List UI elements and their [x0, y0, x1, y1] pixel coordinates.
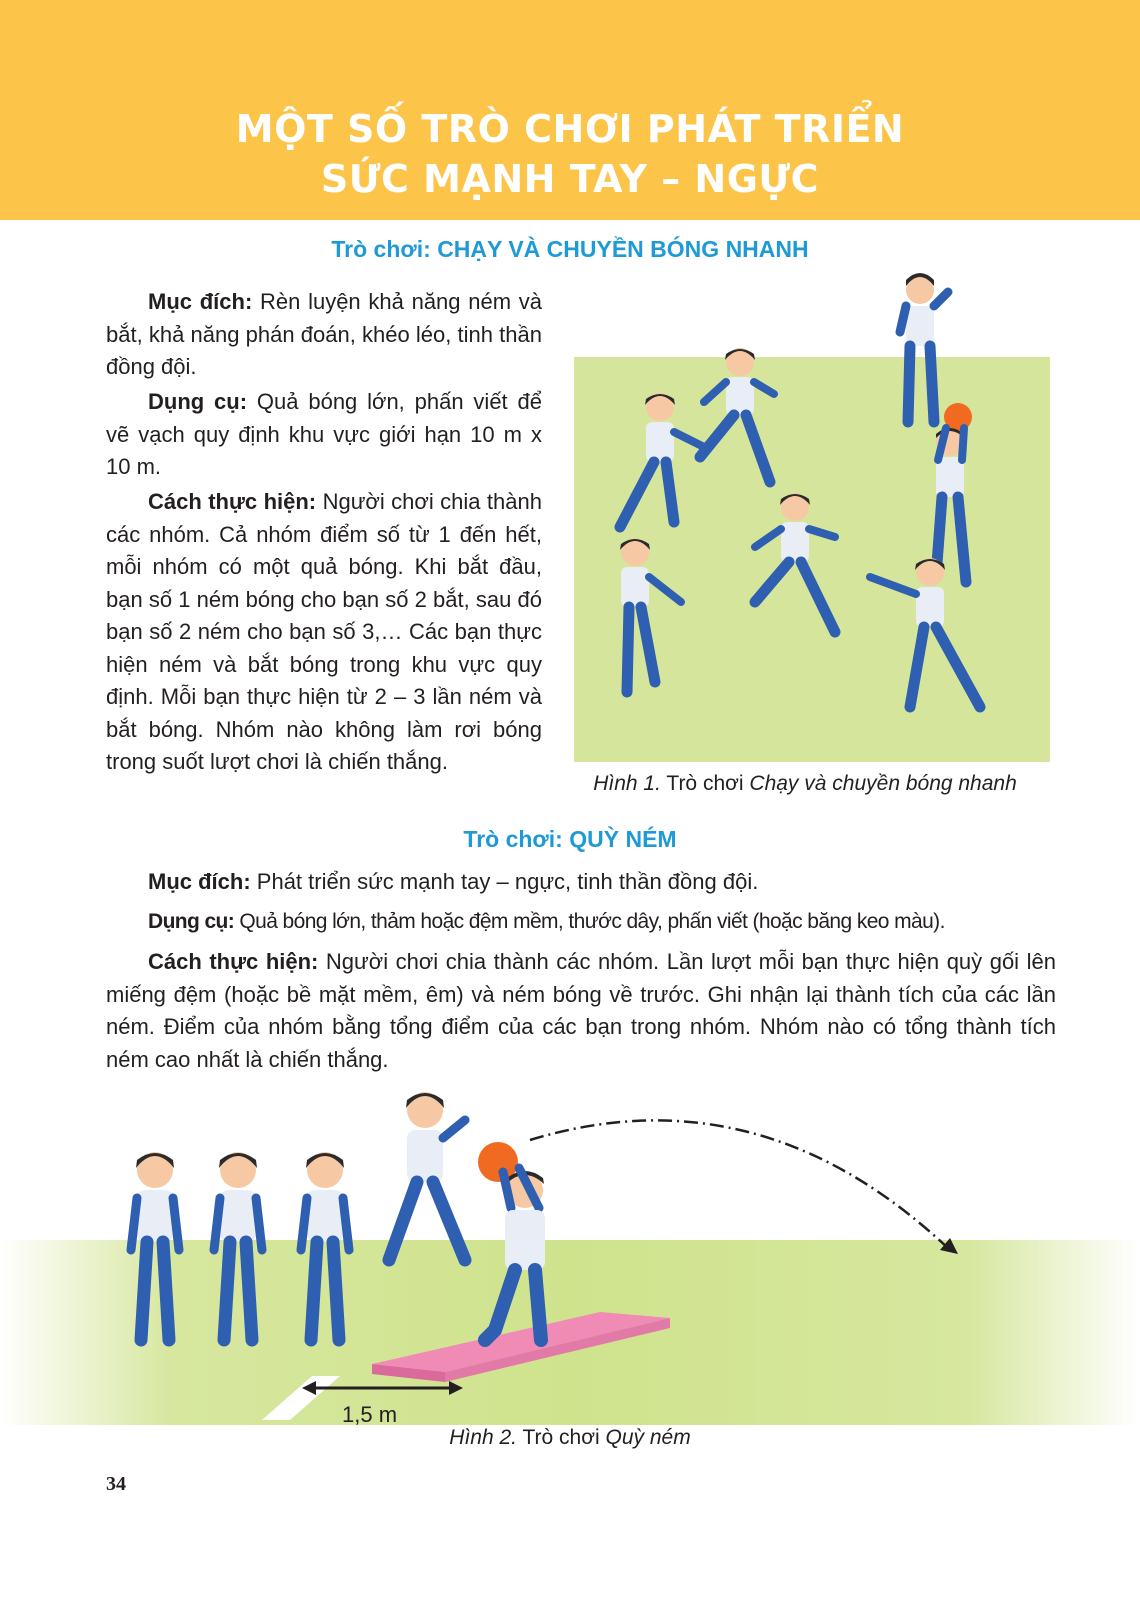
game1-heading-name: CHẠY VÀ CHUYỀN BÓNG NHANH — [437, 236, 809, 262]
game1-purpose — [106, 286, 542, 384]
game1-equipment-label: Dụng cụ: — [148, 389, 248, 414]
distance-label: 1,5 m — [342, 1402, 398, 1427]
game1-method-label: Cách thực hiện: — [148, 489, 317, 514]
game1-heading-prefix: Trò chơi: — [331, 236, 438, 262]
game2-purpose — [106, 866, 1056, 899]
game2-purpose-text: Phát triển sức mạnh tay – ngực, tinh thần đồng đội. — [250, 869, 759, 894]
figure2-illustration — [0, 1090, 1140, 1450]
game1-equipment — [106, 386, 542, 484]
figure2-caption-name: Quỳ ném — [605, 1426, 691, 1449]
ball-trajectory — [530, 1120, 950, 1250]
page-title-line2: SỨC MẠNH TAY – NGỰC — [320, 157, 820, 201]
title-banner — [0, 0, 1140, 220]
game1-equipment-text: Quả bóng lớn, phấn viết để vẽ vạch quy định khu vực giới hạn 10 m x 10 m. — [106, 389, 542, 479]
game2-equipment — [106, 906, 1056, 939]
game2-purpose-label: Mục đích: — [148, 869, 251, 894]
game2-heading-name: QUỲ NÉM — [569, 826, 677, 852]
game1-purpose-label: Mục đích: — [148, 289, 253, 314]
game2-method-label: Cách thực hiện: — [148, 949, 319, 974]
figure1-caption-name: Chạy và chuyền bóng nhanh — [749, 772, 1017, 795]
game1-method-text: Người chơi chia thành các nhóm. Cả nhóm điểm số từ 1 đến hết, mỗi nhóm có một quả bóng. Khi bắt đầu, bạn số 1 ném bóng cho bạn số 2 bắt, sau đó bạn số 2 ném cho bạn số 3,… Các bạn thực hiện ném và bắt bóng trong khu vực quy định. Mỗi bạn thực hiện từ 2 – 3 lần ném và bắt bóng. Nhóm nào không làm rơi bóng trong suốt lượt chơi là chiến thắng. — [106, 489, 542, 774]
figure2-caption-text: Trò chơi — [517, 1426, 606, 1449]
figure2-caption-label: Hình 2. — [449, 1426, 518, 1449]
figure2-caption — [0, 1426, 1140, 1450]
figure1-caption-label: Hình 1. — [593, 772, 661, 795]
game2-heading — [0, 826, 1140, 853]
game1-method — [106, 486, 542, 779]
game2-equipment-label: Dụng cụ: — [148, 910, 235, 933]
game2-method — [106, 946, 1056, 1076]
game2-equipment-text: Quả bóng lớn, thảm hoặc đệm mềm, thước dây, phấn viết (hoặc băng keo màu). — [234, 910, 945, 933]
figure1-caption-text: Trò chơi — [660, 772, 750, 795]
figure1-illustration — [560, 262, 1060, 762]
child-figure — [389, 1092, 465, 1260]
game1-heading — [0, 236, 1140, 263]
game1-purpose-text: Rèn luyện khả năng ném và bắt, khả năng phán đoán, khéo léo, tinh thần đồng đội. — [106, 289, 542, 379]
page-title-line1: MỘT SỐ TRÒ CHƠI PHÁT TRIỂN — [235, 107, 905, 151]
figure1-caption — [560, 772, 1050, 796]
game2-method-text: Người chơi chia thành các nhóm. Lần lượt mỗi bạn thực hiện quỳ gối lên miếng đệm (hoặc bề mặt mềm, êm) và ném bóng về trước. Ghi nhận lại thành tích của các lần ném. Điểm của nhóm bằng tổng điểm của các bạn trong nhóm. Nhóm nào có tổng thành tích ném cao nhất là chiến thắng. — [106, 949, 1056, 1072]
page-title — [0, 104, 1140, 204]
game2-heading-prefix: Trò chơi: — [463, 826, 570, 852]
page-number: 34 — [106, 1473, 126, 1495]
